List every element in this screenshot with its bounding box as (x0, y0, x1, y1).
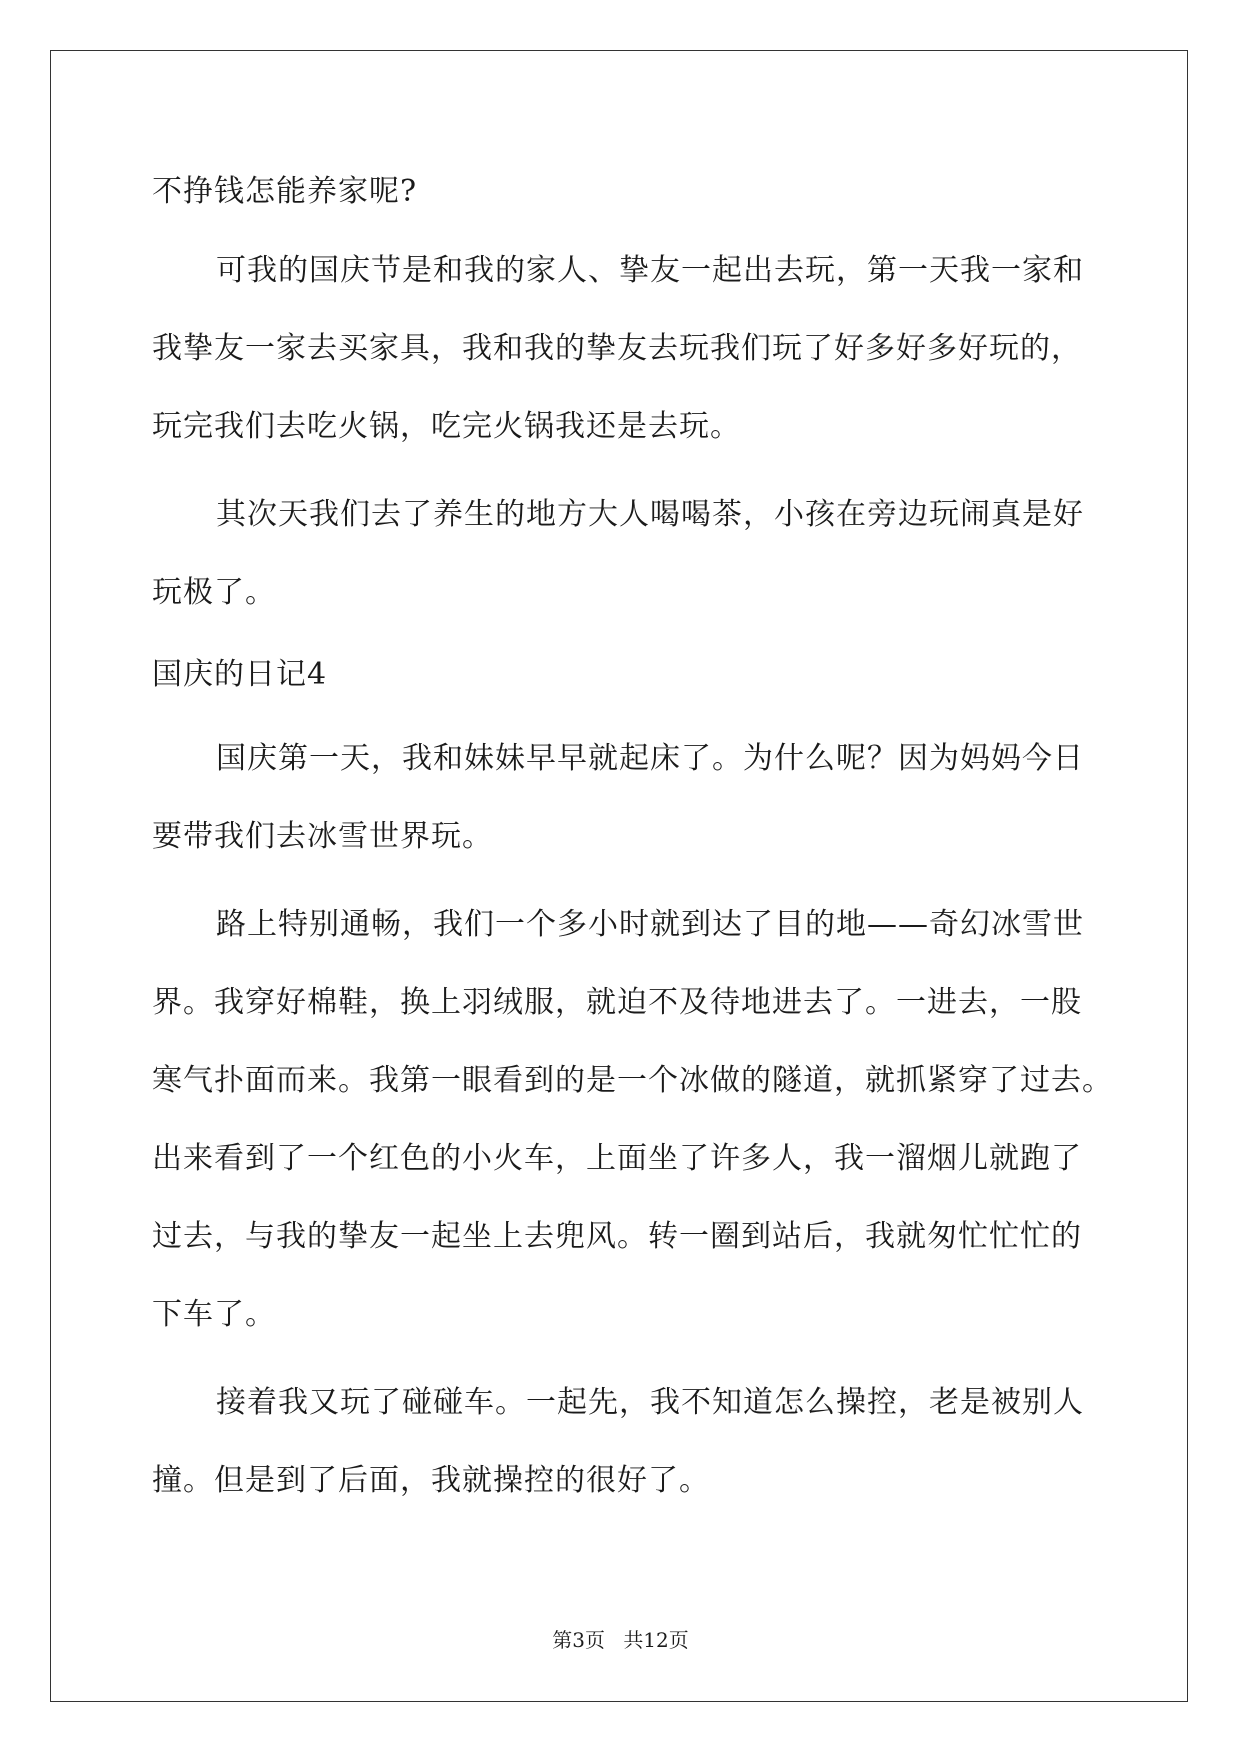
paragraph-line: 不挣钱怎能养家呢? (152, 174, 418, 209)
paragraph-line: 寒气扑面而来。我第一眼看到的是一个冰做的隧道，就抓紧穿了过去。 (152, 1063, 1113, 1098)
paragraph-line: 出来看到了一个红色的小火车，上面坐了许多人，我一溜烟儿就跑了 (152, 1141, 1082, 1176)
paragraph-line: 接着我又玩了碰碰车。一起先，我不知道怎么操控，老是被别人 (216, 1385, 1084, 1420)
section-heading: 国庆的日记4 (152, 657, 328, 692)
paragraph-line: 可我的国庆节是和我的家人、挚友一起出去玩，第一天我一家和 (216, 253, 1084, 288)
paragraph-line: 要带我们去冰雪世界玩。 (152, 819, 493, 854)
paragraph-line: 路上特别通畅，我们一个多小时就到达了目的地——奇幻冰雪世 (216, 907, 1084, 942)
paragraph-line: 其次天我们去了养生的地方大人喝喝茶，小孩在旁边玩闹真是好 (216, 497, 1084, 532)
paragraph-line: 撞。但是到了后面，我就操控的很好了。 (152, 1463, 710, 1498)
paragraph-line: 我挚友一家去买家具，我和我的挚友去玩我们玩了好多好多好玩的， (152, 331, 1082, 366)
page-footer (0, 1628, 1241, 1652)
paragraph-line: 下车了。 (152, 1297, 276, 1332)
page-total: 共12页 (623, 1628, 689, 1652)
paragraph-line: 玩完我们去吃火锅，吃完火锅我还是去玩。 (152, 409, 741, 444)
paragraph-line: 玩极了。 (152, 575, 276, 610)
page-number: 第3页 (552, 1628, 605, 1652)
paragraph-line: 过去，与我的挚友一起坐上去兜风。转一圈到站后，我就匆忙忙忙的 (152, 1219, 1082, 1254)
paragraph-line: 界。我穿好棉鞋，换上羽绒服，就迫不及待地进去了。一进去，一股 (152, 985, 1082, 1020)
paragraph-line: 国庆第一天，我和妹妹早早就起床了。为什么呢？因为妈妈今日 (216, 741, 1084, 776)
page-border (50, 50, 1188, 1702)
